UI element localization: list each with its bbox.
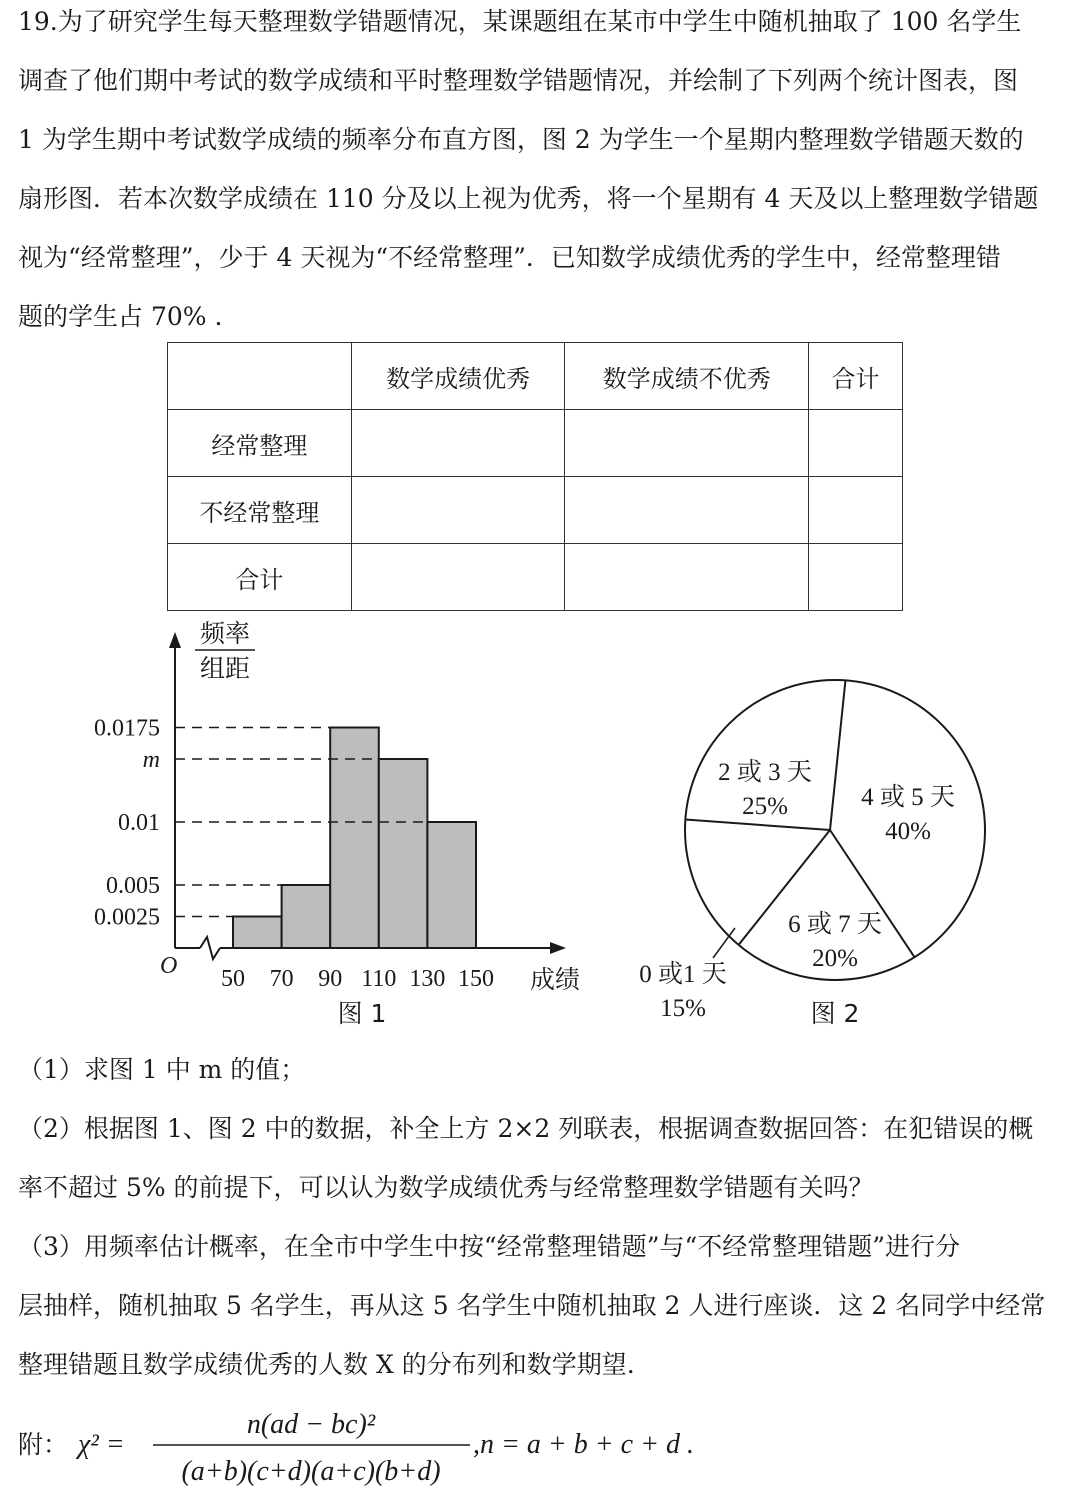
table-cell-empty[interactable] [351, 410, 565, 477]
histogram-bar [330, 728, 379, 949]
question-2-line: 率不超过 5% 的前提下，可以认为数学成绩优秀与经常整理数学错题有关吗？ [18, 1173, 874, 1202]
table-header-row [168, 343, 903, 410]
figure-caption: 图 2 [810, 999, 860, 1028]
table-row [168, 410, 903, 477]
table-header-cell: 数学成绩不优秀 [565, 343, 809, 410]
x-tick-label: 130 [409, 966, 446, 992]
table-row [168, 477, 903, 544]
pie-slice-label: 0 或1 天 [639, 961, 727, 988]
table-cell-empty[interactable] [809, 544, 903, 611]
table-cell-empty[interactable] [565, 544, 809, 611]
appendix-prefix: 附： [18, 1430, 69, 1459]
table-cell-empty[interactable] [351, 477, 565, 544]
x-tick-label: 110 [361, 966, 397, 992]
pie-slice-percent: 20% [812, 945, 858, 972]
row-label: 不经常整理 [168, 477, 352, 544]
pie-slice-boundary [830, 830, 914, 957]
row-label: 经常整理 [168, 410, 352, 477]
pie-slice-percent: 40% [885, 818, 931, 845]
axis-break [200, 937, 220, 959]
x-tick-label: 90 [318, 966, 343, 992]
row-label: 合计 [168, 544, 352, 611]
chi-square-lhs: χ² = [78, 1429, 125, 1460]
histogram [94, 619, 580, 1028]
pie-leader-line [713, 928, 735, 958]
y-tick-label: 0.01 [118, 810, 160, 836]
histogram-bar [379, 759, 428, 948]
pie-slice-boundary [685, 820, 830, 830]
y-axis-label-top: 频率 [199, 619, 251, 648]
figures [0, 610, 1080, 1050]
problem-line: 1 为学生期中考试数学成绩的频率分布直方图，图 2 为学生一个星期内整理数学错题天数的 [18, 125, 1024, 154]
pie-chart [639, 680, 985, 1028]
formula-numerator: n(ad − bc)² [246, 1409, 376, 1440]
y-tick-label: m [142, 747, 160, 773]
pie-slice-label: 2 或 3 天 [718, 759, 812, 786]
pie-slice-label: 6 或 7 天 [788, 911, 882, 938]
histogram-bar [233, 917, 282, 949]
table-header-cell: 合计 [809, 343, 903, 410]
y-tick-label: 0.005 [106, 873, 160, 899]
x-axis-label: 成绩 [530, 965, 581, 994]
x-tick-label: 150 [458, 966, 494, 992]
y-axis-label-bottom: 组距 [199, 654, 251, 683]
table-cell-empty[interactable] [351, 544, 565, 611]
appendix-formula [18, 1395, 1018, 1490]
origin-label: O [160, 953, 178, 979]
pie-slice-boundary [830, 680, 845, 830]
pie-slice-percent: 15% [660, 995, 706, 1022]
question-1: （1）求图 1 中 m 的值； [18, 1055, 306, 1084]
question-3-line: 整理错题且数学成绩优秀的人数 X 的分布列和数学期望. [18, 1350, 635, 1379]
table-cell-empty[interactable] [809, 477, 903, 544]
x-tick-label: 50 [221, 966, 245, 992]
table-header-cell [168, 343, 352, 410]
table-cell-empty[interactable] [809, 410, 903, 477]
problem-line: 扇形图．若本次数学成绩在 110 分及以上视为优秀，将一个星期有 4 天及以上整理数学错题 [18, 184, 1039, 213]
y-axis-arrow [169, 632, 181, 648]
histogram-bar [282, 885, 331, 948]
problem-statement [18, 0, 1062, 346]
y-tick-label: 0.0175 [94, 715, 160, 742]
problem-line: 19.为了研究学生每天整理数学错题情况，某课题组在某市中学生中随机抽取了 100 名学生 [18, 7, 1022, 36]
question-3-line: （3）用频率估计概率，在全市中学生中按“经常整理错题”与“不经常整理错题”进行分 [18, 1232, 961, 1261]
figure-caption: 图 1 [337, 999, 387, 1028]
contingency-table [167, 342, 903, 611]
formula-denominator: (a+b)(c+d)(a+c)(b+d) [181, 1456, 441, 1487]
pie-slice-percent: 25% [742, 793, 788, 820]
question-2-line: （2）根据图 1、图 2 中的数据，补全上方 2×2 列联表，根据调查数据回答：在犯错误的概 [18, 1114, 1034, 1143]
problem-line: 视为“经常整理”，少于 4 天视为“不经常整理”．已知数学成绩优秀的学生中，经常整理错 [18, 243, 1001, 272]
formula-tail: ,n = a + b + c + d . [473, 1429, 695, 1460]
table-cell-empty[interactable] [565, 477, 809, 544]
table-row [168, 544, 903, 611]
y-tick-label: 0.0025 [94, 904, 160, 931]
pie-slice-label: 4 或 5 天 [861, 784, 955, 811]
x-axis-arrow [550, 942, 566, 954]
problem-line: 题的学生占 70% . [18, 302, 223, 331]
table-cell-empty[interactable] [565, 410, 809, 477]
x-tick-label: 70 [269, 966, 294, 992]
question-3-line: 层抽样，随机抽取 5 名学生，再从这 5 名学生中随机抽取 2 人进行座谈．这 2 名同学中经常 [18, 1291, 1046, 1320]
questions [18, 1040, 1062, 1394]
table-header-cell: 数学成绩优秀 [351, 343, 565, 410]
histogram-bar [427, 822, 476, 948]
problem-line: 调查了他们期中考试的数学成绩和平时整理数学错题情况，并绘制了下列两个统计图表，图 [18, 66, 1019, 95]
